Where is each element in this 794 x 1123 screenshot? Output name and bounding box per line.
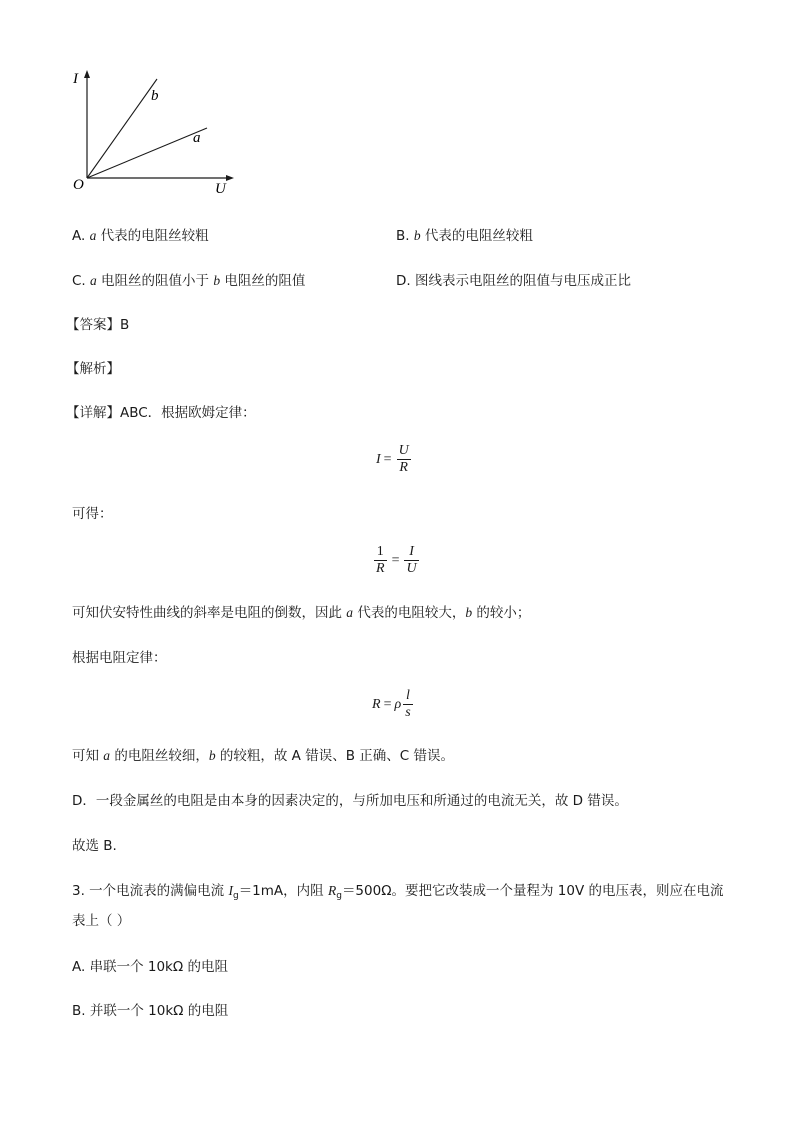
fraction: $\frac{1}{R}$ (376, 544, 385, 576)
option-c: C. a 电阻丝的阻值小于 b 电阻丝的阻值 (72, 273, 306, 289)
x-axis-arrow (226, 175, 234, 181)
law-text: 根据电阻定律： (72, 650, 167, 666)
question-3-line-2: 表上（ ） (72, 913, 131, 929)
fraction: $\frac{l}{s}$ (405, 688, 411, 720)
formula-resistance-law: R = ρ $\frac{l}{s}$ (372, 688, 411, 720)
x-axis-label: U (215, 181, 226, 197)
formula-ohms-law: I = $\frac{U}{R}$ (376, 443, 409, 475)
derive-text: 可得： (72, 506, 113, 522)
answer-line: 【答案】B (66, 317, 130, 333)
slope-sentence: 可知伏安特性曲线的斜率是电阻的倒数，因此 a 代表的电阻较大，b 的较小； (72, 605, 531, 621)
detail-line: 【详解】ABC．根据欧姆定律： (66, 405, 256, 421)
analysis-tag: 【解析】 (66, 361, 120, 377)
y-axis-arrow (84, 70, 90, 78)
line-a-label: a (193, 130, 201, 146)
line-b-label: b (151, 88, 159, 104)
fraction: $\frac{I}{U}$ (406, 544, 417, 576)
question-3-line-1: 3. 一个电流表的满偏电流 $I_g=1mA$，内阻 $R_g=500\Omega$。要把它改装成一个量程为 10V 的电压表，则应在电流 (72, 883, 724, 901)
formula-reciprocal: $\frac{1}{R}$ = $\frac{I}{U}$ (376, 544, 417, 576)
choose-line: 故选 B. (72, 838, 117, 854)
d-explanation: D．一段金属丝的电阻是由本身的因素决定的，与所加电压和所通过的电流无关，故 D 错误。 (72, 793, 628, 809)
origin-label: O (73, 177, 84, 193)
option-a: A. a 代表的电阻丝较粗 (72, 228, 209, 244)
option-d: D. 图线表示电阻丝的阻值与电压成正比 (396, 273, 631, 289)
conclusion-line: 可知 a 的电阻丝较细，b 的较粗，故 A 错误、B 正确、C 错误。 (72, 748, 454, 764)
option-b: B. b 代表的电阻丝较粗 (396, 228, 533, 244)
fraction: $\frac{U}{R}$ (398, 443, 409, 475)
y-axis-label: I (73, 71, 78, 87)
iu-graph (66, 62, 246, 200)
q3-option-a: A. 串联一个 10kΩ 的电阻 (72, 959, 228, 975)
q3-option-b: B. 并联一个 10kΩ 的电阻 (72, 1003, 229, 1019)
